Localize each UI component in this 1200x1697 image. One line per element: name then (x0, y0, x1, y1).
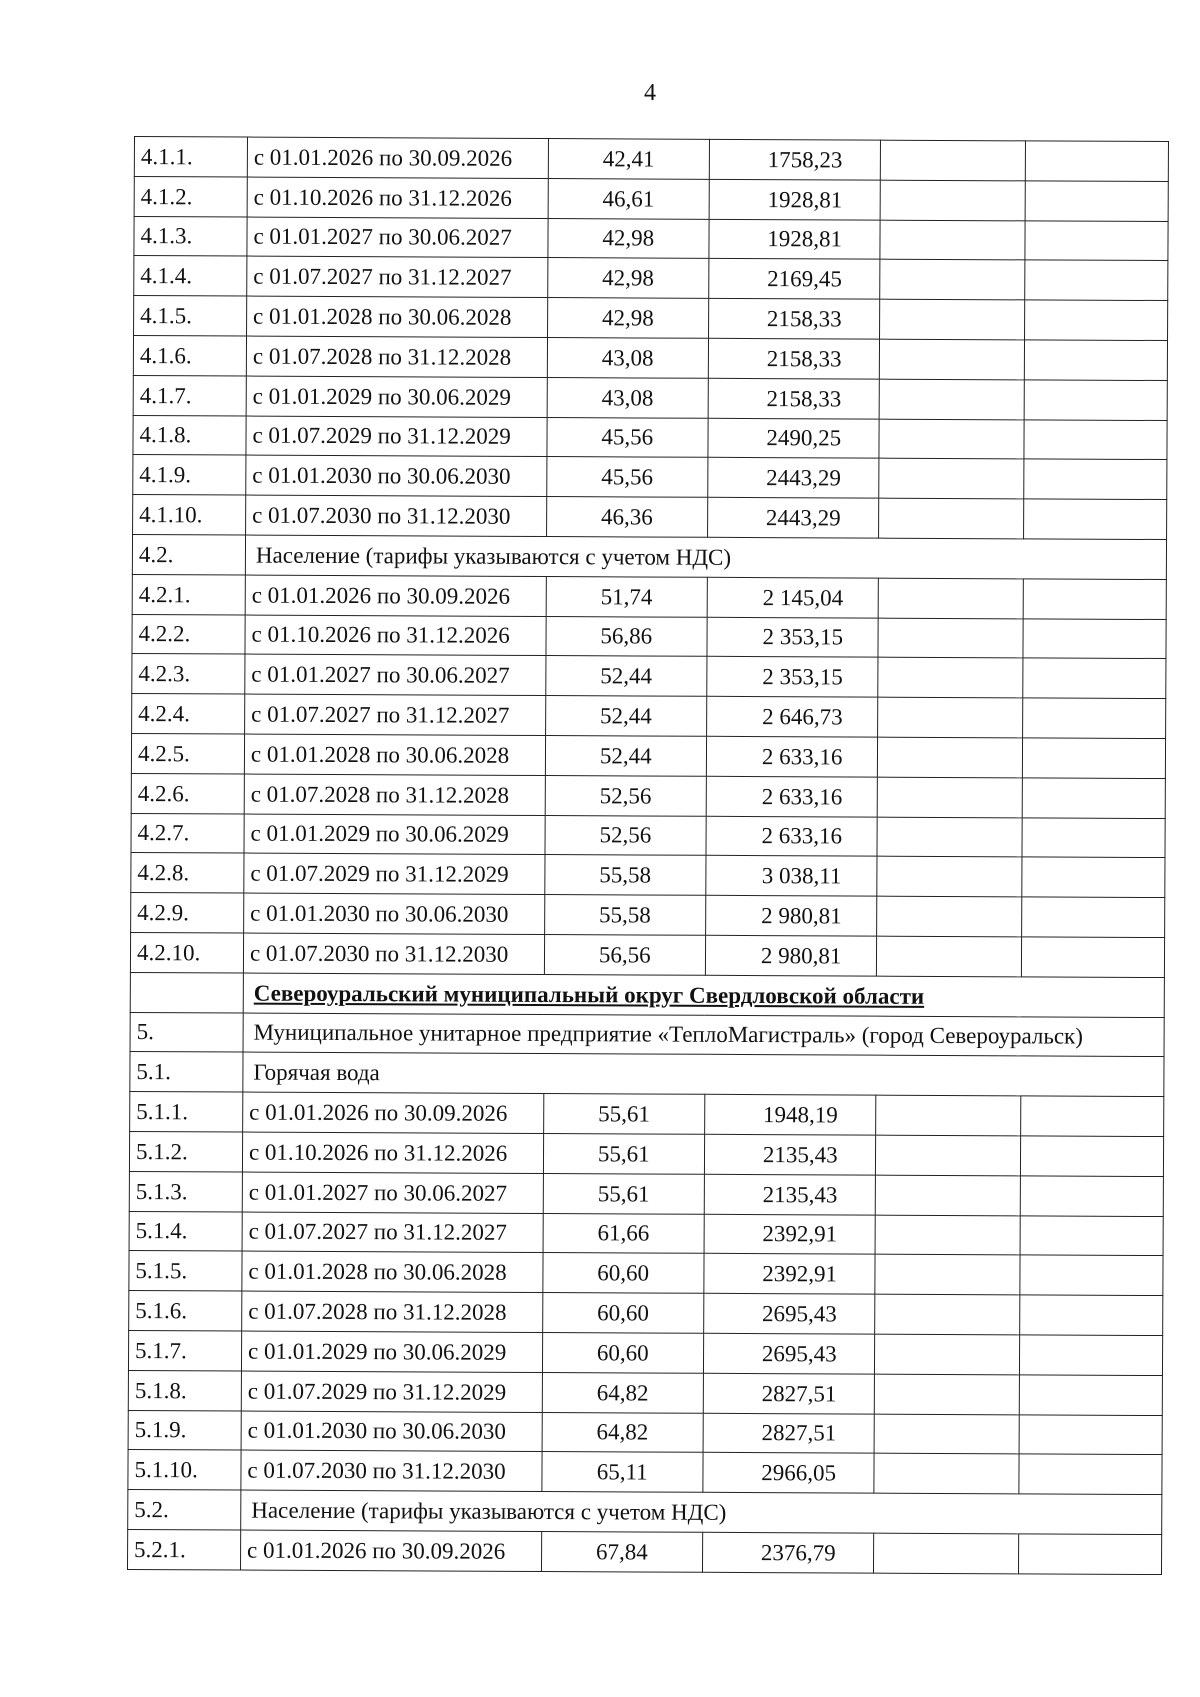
row-total-value: 3 038,11 (706, 856, 878, 897)
row-empty-cell (878, 658, 1022, 699)
row-empty-cell (1024, 260, 1167, 300)
table-row (128, 1410, 1162, 1455)
row-rate-value: 64,82 (542, 1372, 704, 1413)
row-total-value: 2 646,73 (707, 696, 879, 737)
row-empty-cell (1021, 937, 1164, 977)
row-empty-cell (1019, 1454, 1162, 1494)
table-row (128, 1370, 1162, 1415)
table-row (128, 1450, 1162, 1495)
row-empty-cell (1021, 857, 1164, 897)
table-row (131, 733, 1165, 778)
row-number: 4.2.5. (131, 733, 244, 773)
row-empty-cell (1025, 220, 1168, 260)
row-period: с 01.01.2029 по 30.06.2029 (241, 1331, 542, 1372)
row-number: 4.1.3. (134, 216, 247, 256)
row-rate-value: 46,61 (548, 178, 710, 219)
row-rate-value: 61,66 (543, 1213, 705, 1254)
row-number: 4.2.4. (132, 694, 245, 734)
row-rate-value: 55,58 (544, 855, 706, 896)
row-total-value: 2392,91 (704, 1214, 876, 1255)
row-rate-value: 55,61 (543, 1133, 705, 1174)
row-total-value: 1928,81 (709, 179, 881, 220)
row-total-value: 2158,33 (708, 298, 880, 339)
row-total-value: 2443,29 (708, 458, 880, 499)
row-rate-value: 52,56 (545, 775, 707, 816)
tariff-table-body (127, 137, 1168, 1575)
row-empty-cell (875, 1294, 1019, 1335)
row-empty-cell (880, 220, 1024, 261)
row-period: с 01.01.2029 по 30.06.2029 (244, 814, 545, 855)
row-rate-value: 65,11 (541, 1452, 703, 1493)
row-period: с 01.01.2027 по 30.06.2027 (242, 1172, 543, 1213)
tariff-table (127, 136, 1169, 1575)
table-row (129, 1171, 1163, 1216)
row-total-value: 1948,19 (705, 1094, 877, 1135)
row-empty-cell (1020, 1255, 1163, 1295)
row-empty-cell (1020, 1136, 1163, 1176)
table-row (134, 176, 1168, 221)
row-period: с 01.01.2026 по 30.09.2026 (247, 137, 548, 178)
row-empty-cell (875, 1374, 1019, 1415)
table-row (133, 455, 1167, 500)
row-total-value: 2135,43 (704, 1174, 876, 1215)
table-row (133, 375, 1167, 420)
page-number: 4 (644, 80, 656, 106)
row-total-value: 1758,23 (709, 139, 881, 180)
row-total-value: 2135,43 (704, 1134, 876, 1175)
row-period: с 01.07.2027 по 31.12.2027 (247, 256, 548, 297)
row-number: 4.1.6. (133, 335, 246, 375)
row-empty-cell (878, 777, 1022, 818)
row-empty-cell (1021, 897, 1164, 937)
row-number: 4.2.7. (131, 813, 244, 853)
row-rate-value: 42,98 (547, 298, 709, 339)
row-rate-value: 52,44 (545, 696, 707, 737)
row-number: 5.1.7. (128, 1330, 241, 1370)
row-empty-cell (1024, 340, 1167, 380)
row-total-value: 2695,43 (704, 1293, 876, 1334)
row-period: с 01.01.2026 по 30.09.2026 (240, 1530, 541, 1571)
row-period: с 01.07.2029 по 31.12.2029 (244, 853, 545, 894)
section-title: Население (тарифы указываются с учетом НДС) (241, 1490, 1162, 1534)
row-number: 5.1.1. (130, 1092, 243, 1132)
row-total-value: 2 633,16 (706, 736, 878, 777)
row-empty-cell (1023, 499, 1166, 539)
row-number: 5.1.2. (129, 1131, 242, 1171)
row-number: 5.2.1. (127, 1529, 240, 1569)
row-number: 4.1.1. (134, 137, 247, 177)
row-number: 4.1.10. (133, 495, 246, 535)
section-number: 5.1. (130, 1052, 243, 1092)
row-empty-cell (875, 1414, 1019, 1455)
row-number: 4.2.2. (132, 614, 245, 654)
row-empty-cell (1019, 1414, 1162, 1454)
row-number: 4.2.8. (131, 853, 244, 893)
row-number: 4.2.1. (132, 574, 245, 614)
row-empty-cell (880, 260, 1024, 301)
table-row (132, 694, 1166, 739)
row-number: 4.2.10. (130, 932, 243, 972)
row-period: с 01.07.2030 по 31.12.2030 (241, 1450, 542, 1491)
row-total-value: 2966,05 (703, 1453, 875, 1494)
section-row (130, 1012, 1164, 1057)
row-empty-cell (878, 618, 1022, 659)
row-empty-cell (1020, 1096, 1163, 1136)
region-row (130, 972, 1164, 1017)
row-empty-cell (1020, 1176, 1163, 1216)
row-total-value: 2695,43 (703, 1333, 875, 1374)
table-row (129, 1251, 1163, 1296)
row-empty-cell (1023, 618, 1166, 658)
row-empty-cell (876, 1175, 1020, 1216)
row-empty-cell (880, 339, 1024, 380)
table-row (131, 773, 1165, 818)
row-empty-cell (1022, 698, 1165, 738)
table-row (133, 335, 1167, 380)
section-row (132, 534, 1166, 579)
row-rate-value: 56,86 (546, 616, 708, 657)
row-empty-cell (877, 856, 1021, 897)
row-empty-cell (1024, 419, 1167, 459)
table-row (131, 813, 1165, 858)
row-number: 4.2.3. (132, 654, 245, 694)
row-empty-cell (877, 896, 1021, 937)
row-empty-cell (879, 498, 1023, 539)
row-period: с 01.01.2026 по 30.09.2026 (245, 575, 546, 616)
region-number (130, 972, 243, 1012)
row-period: с 01.07.2029 по 31.12.2029 (246, 416, 547, 457)
row-total-value: 2 980,81 (705, 935, 877, 976)
table-row (134, 256, 1168, 301)
section-number: 5.2. (128, 1490, 241, 1530)
row-period: с 01.07.2027 по 31.12.2027 (242, 1212, 543, 1253)
row-total-value: 2 353,15 (707, 617, 879, 658)
row-period: с 01.07.2028 по 31.12.2028 (244, 774, 545, 815)
row-empty-cell (874, 1533, 1018, 1574)
row-period: с 01.07.2030 по 31.12.2030 (246, 495, 547, 536)
row-period: с 01.10.2026 по 31.12.2026 (242, 1132, 543, 1173)
row-empty-cell (879, 419, 1023, 460)
row-rate-value: 45,56 (546, 457, 708, 498)
row-rate-value: 67,84 (541, 1531, 703, 1572)
row-rate-value: 60,60 (542, 1332, 704, 1373)
row-empty-cell (1019, 1335, 1162, 1375)
row-number: 5.1.9. (128, 1410, 241, 1450)
row-number: 4.1.4. (134, 256, 247, 296)
row-number: 5.1.3. (129, 1171, 242, 1211)
row-total-value: 2392,91 (704, 1254, 876, 1295)
row-empty-cell (878, 697, 1022, 738)
table-row (132, 654, 1166, 699)
section-number: 5. (130, 1012, 243, 1052)
row-rate-value: 60,60 (542, 1293, 704, 1334)
section-title: Население (тарифы указываются с учетом НДС) (245, 535, 1166, 579)
row-period: с 01.01.2028 по 30.06.2028 (244, 734, 545, 775)
row-total-value: 2158,33 (708, 338, 880, 379)
section-number: 4.2. (132, 534, 245, 574)
row-period: с 01.01.2027 по 30.06.2027 (247, 217, 548, 258)
row-empty-cell (1019, 1375, 1162, 1415)
row-period: с 01.01.2027 по 30.06.2027 (245, 654, 546, 695)
row-rate-value: 52,44 (545, 656, 707, 697)
row-rate-value: 64,82 (542, 1412, 704, 1453)
row-empty-cell (875, 1254, 1019, 1295)
row-rate-value: 46,36 (546, 497, 708, 538)
row-rate-value: 56,56 (544, 934, 706, 975)
row-empty-cell (1025, 181, 1168, 221)
row-total-value: 2 980,81 (706, 895, 878, 936)
row-empty-cell (1020, 1215, 1163, 1255)
row-total-value: 2158,33 (708, 378, 880, 419)
table-row (134, 216, 1168, 261)
table-row (129, 1211, 1163, 1256)
row-number: 5.1.4. (129, 1211, 242, 1251)
row-number: 5.1.10. (128, 1450, 241, 1490)
row-number: 5.1.6. (129, 1291, 242, 1331)
row-number: 4.2.9. (131, 893, 244, 933)
row-empty-cell (875, 1215, 1019, 1256)
row-total-value: 2376,79 (702, 1532, 874, 1573)
row-number: 4.1.9. (133, 455, 246, 495)
table-row (128, 1330, 1162, 1375)
row-empty-cell (876, 1095, 1020, 1136)
row-empty-cell (1018, 1534, 1161, 1574)
row-empty-cell (1024, 300, 1167, 340)
row-number: 4.1.7. (133, 375, 246, 415)
row-rate-value: 51,74 (546, 576, 708, 617)
row-period: с 01.10.2026 по 31.12.2026 (247, 177, 548, 218)
row-empty-cell (1025, 141, 1168, 181)
row-empty-cell (879, 459, 1023, 500)
row-empty-cell (880, 299, 1024, 340)
row-period: с 01.01.2030 по 30.06.2030 (246, 455, 547, 496)
row-rate-value: 52,56 (545, 815, 707, 856)
section-title: Горячая вода (243, 1052, 1164, 1096)
row-empty-cell (877, 936, 1021, 977)
row-period: с 01.01.2030 по 30.06.2030 (244, 893, 545, 934)
row-total-value: 2 633,16 (706, 776, 878, 817)
row-period: с 01.07.2027 по 31.12.2027 (245, 694, 546, 735)
row-empty-cell (874, 1453, 1018, 1494)
row-empty-cell (879, 578, 1023, 619)
row-empty-cell (1022, 817, 1165, 857)
table-row (131, 893, 1165, 938)
row-empty-cell (880, 379, 1024, 420)
row-empty-cell (1022, 658, 1165, 698)
row-total-value: 2 633,16 (706, 816, 878, 857)
table-row (132, 614, 1166, 659)
row-rate-value: 43,08 (547, 338, 709, 379)
row-rate-value: 55,61 (543, 1094, 705, 1135)
table-row (134, 296, 1168, 341)
row-period: с 01.01.2028 по 30.06.2028 (246, 296, 547, 337)
row-empty-cell (1024, 380, 1167, 420)
table-row (131, 853, 1165, 898)
row-period: с 01.10.2026 по 31.12.2026 (245, 615, 546, 656)
section-row (128, 1490, 1162, 1535)
row-empty-cell (1019, 1295, 1162, 1335)
table-row (129, 1131, 1163, 1176)
section-title: Муниципальное унитарное предприятие «ТеплоМагистраль» (город Североуральск) (243, 1013, 1164, 1057)
table-row (130, 1092, 1164, 1137)
row-total-value: 2443,29 (708, 497, 880, 538)
row-empty-cell (875, 1334, 1019, 1375)
row-number: 5.1.8. (128, 1370, 241, 1410)
row-rate-value: 45,56 (547, 417, 709, 458)
row-rate-value: 55,61 (543, 1173, 705, 1214)
row-period: с 01.01.2029 по 30.06.2029 (246, 376, 547, 417)
row-total-value: 2827,51 (703, 1373, 875, 1414)
row-rate-value: 43,08 (547, 377, 709, 418)
row-empty-cell (881, 180, 1025, 221)
table-row (132, 574, 1166, 619)
row-rate-value: 42,41 (548, 139, 710, 180)
row-empty-cell (1023, 579, 1166, 619)
table-row (134, 137, 1168, 182)
region-title: Североуральский муниципальный округ Свердловской области (243, 973, 1164, 1017)
row-rate-value: 55,58 (544, 895, 706, 936)
table-row (133, 495, 1167, 540)
row-period: с 01.07.2029 по 31.12.2029 (241, 1371, 542, 1412)
row-period: с 01.01.2026 по 30.09.2026 (243, 1092, 544, 1133)
table-row (133, 415, 1167, 460)
row-period: с 01.07.2028 по 31.12.2028 (242, 1291, 543, 1332)
row-empty-cell (878, 737, 1022, 778)
row-number: 4.2.6. (131, 773, 244, 813)
row-period: с 01.07.2030 по 31.12.2030 (243, 933, 544, 974)
row-empty-cell (1023, 459, 1166, 499)
row-empty-cell (876, 1135, 1020, 1176)
row-rate-value: 42,98 (547, 218, 709, 259)
row-empty-cell (1022, 738, 1165, 778)
row-empty-cell (881, 140, 1025, 181)
row-number: 4.1.2. (134, 176, 247, 216)
row-total-value: 2827,51 (703, 1413, 875, 1454)
row-period: с 01.07.2028 по 31.12.2028 (246, 336, 547, 377)
row-total-value: 2 353,15 (707, 657, 879, 698)
row-total-value: 2 145,04 (707, 577, 879, 618)
row-total-value: 2169,45 (709, 259, 881, 300)
row-empty-cell (877, 817, 1021, 858)
row-number: 4.1.8. (133, 415, 246, 455)
row-number: 5.1.5. (129, 1251, 242, 1291)
row-number: 4.1.5. (134, 296, 247, 336)
row-period: с 01.01.2028 по 30.06.2028 (242, 1251, 543, 1292)
row-period: с 01.01.2030 по 30.06.2030 (241, 1411, 542, 1452)
row-rate-value: 60,60 (542, 1253, 704, 1294)
row-total-value: 1928,81 (709, 219, 881, 260)
row-total-value: 2490,25 (708, 418, 880, 459)
table-row (129, 1291, 1163, 1336)
table-row (127, 1529, 1161, 1574)
row-empty-cell (1022, 778, 1165, 818)
row-rate-value: 42,98 (547, 258, 709, 299)
row-rate-value: 52,44 (545, 735, 707, 776)
table-row (130, 932, 1164, 977)
section-row (130, 1052, 1164, 1097)
